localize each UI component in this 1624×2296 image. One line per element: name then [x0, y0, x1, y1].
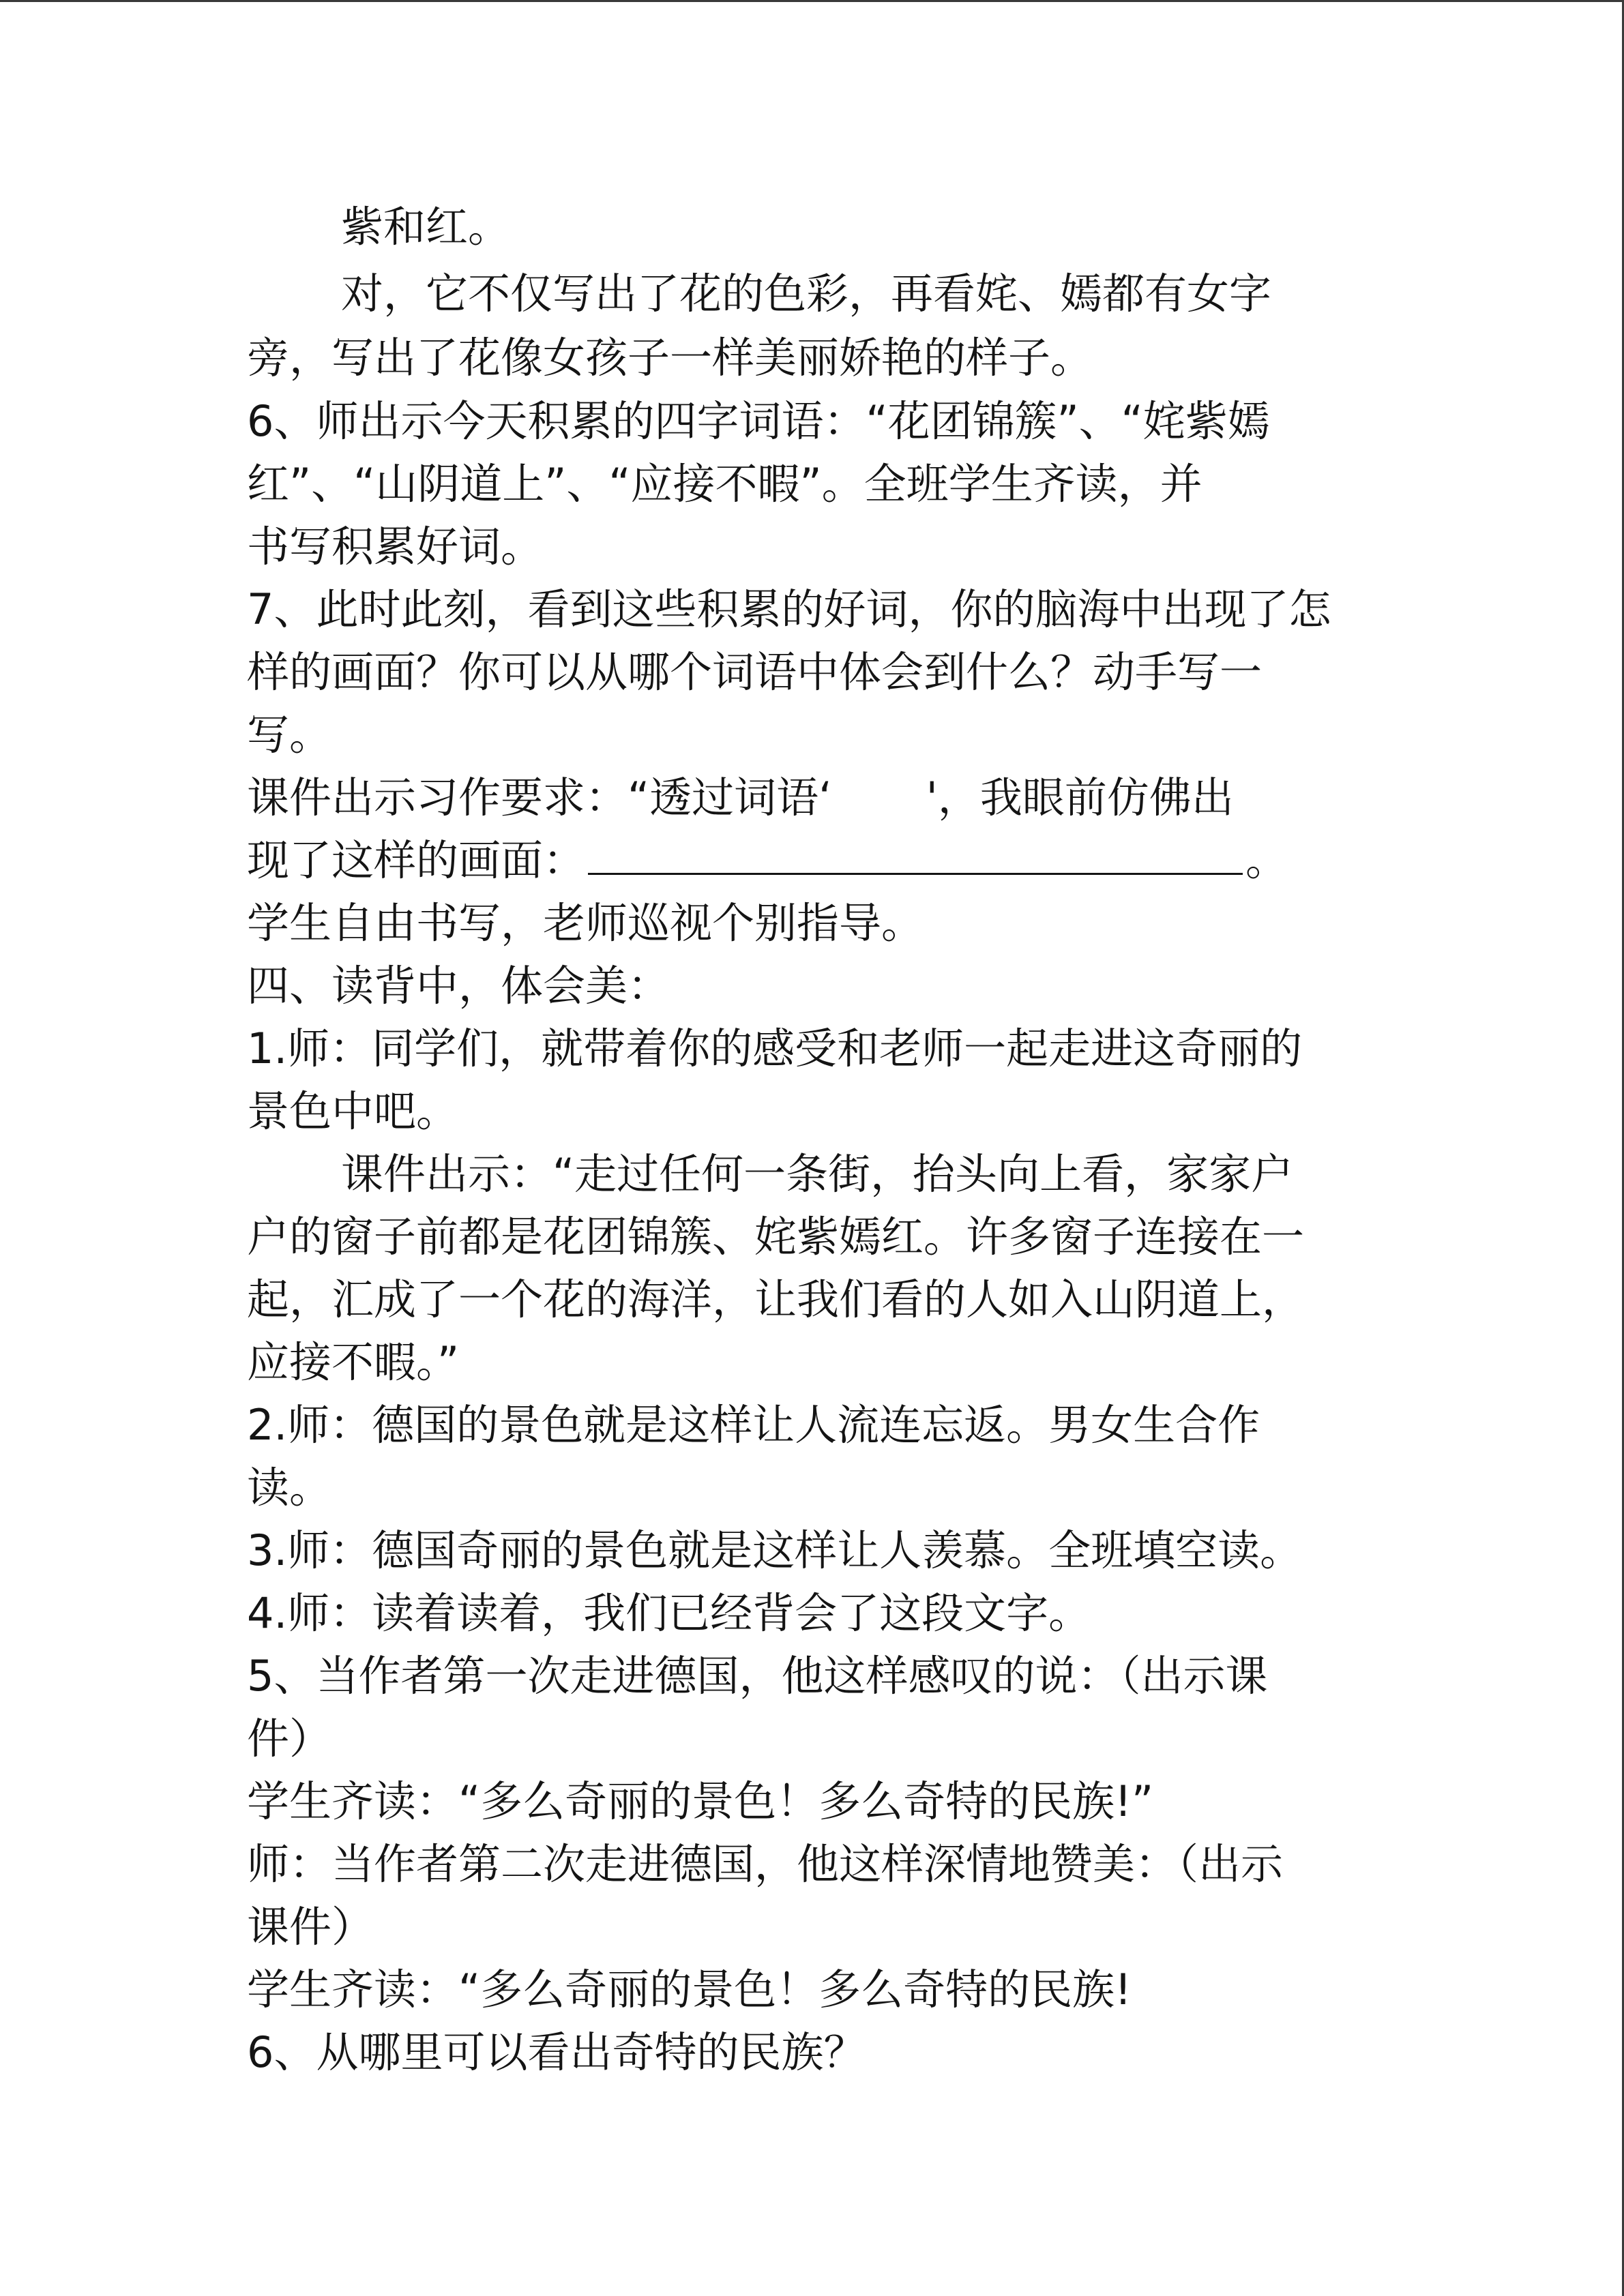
text-line: 学生自由书写，老师巡视个别指导。	[247, 898, 924, 948]
text-line: 写。	[247, 710, 332, 760]
text-line: 应接不暇。”	[247, 1337, 460, 1387]
text-line: 对，它不仅写出了花的色彩，再看姹、嫣都有女字	[341, 269, 1272, 318]
text-line: 读。	[247, 1463, 332, 1512]
text-line: 紫和红。	[341, 202, 511, 252]
text-line: 现了这样的画面：	[247, 835, 586, 885]
text-line: 课件）	[247, 1902, 374, 1952]
text-line: 书写积累好词。	[247, 522, 544, 571]
fill-in-blank	[588, 831, 1243, 875]
text-line: 2.师：德国的景色就是这样让人流连忘返。男女生合作	[247, 1400, 1260, 1450]
text-line: 课件出示：“走过任何一条街，抬头向上看，家家户	[341, 1149, 1294, 1199]
text-line: 4.师：读着读着，我们已经背会了这段文字。	[247, 1588, 1091, 1638]
text-line: 学生齐读：“多么奇丽的景色！多么奇特的民族!”	[247, 1776, 1154, 1826]
fill-in-line	[247, 829, 1288, 892]
text-line: 户的窗子前都是花团锦簇、姹紫嫣红。许多窗子连接在一	[247, 1212, 1305, 1262]
text-line: 样的画面？你可以从哪个词语中体会到什么？动手写一	[247, 647, 1263, 697]
text-line: 1.师：同学们，就带着你的感受和老师一起走进这奇丽的	[247, 1024, 1303, 1073]
text-line: 学生齐读：“多么奇丽的景色！多么奇特的民族!	[247, 1965, 1132, 2014]
text-line: 件）	[247, 1714, 332, 1763]
text-line: 。	[1245, 835, 1288, 885]
text-line: 6、从哪里可以看出奇特的民族？	[247, 2027, 866, 2077]
text-line: 6、师出示今天积累的四字词语：“花团锦簇”、“姹紫嫣	[247, 396, 1270, 446]
text-line: 5、当作者第一次走进德国，他这样感叹的说：（出示课	[247, 1651, 1268, 1701]
text-line: 旁，写出了花像女孩子一样美丽娇艳的样子。	[247, 333, 1093, 383]
text-line: 3.师：德国奇丽的景色就是这样让人羡慕。全班填空读。	[247, 1525, 1303, 1575]
text-line: 7、此时此刻，看到这些积累的好词，你的脑海中出现了怎	[247, 584, 1331, 634]
text-line: 景色中吧。	[247, 1086, 459, 1136]
section-heading: 四、读背中，体会美：	[247, 961, 670, 1011]
text-line: 红”、“山阴道上”、“应接不暇”。全班学生齐读，并	[247, 459, 1202, 509]
text-line: 课件出示习作要求：“透过词语‘ '，我眼前仿佛出	[247, 773, 1234, 822]
text-line: 师：当作者第二次走进德国，他这样深情地赞美：（出示	[247, 1839, 1284, 1889]
text-line: 起，汇成了一个花的海洋，让我们看的人如入山阴道上，	[247, 1274, 1305, 1324]
